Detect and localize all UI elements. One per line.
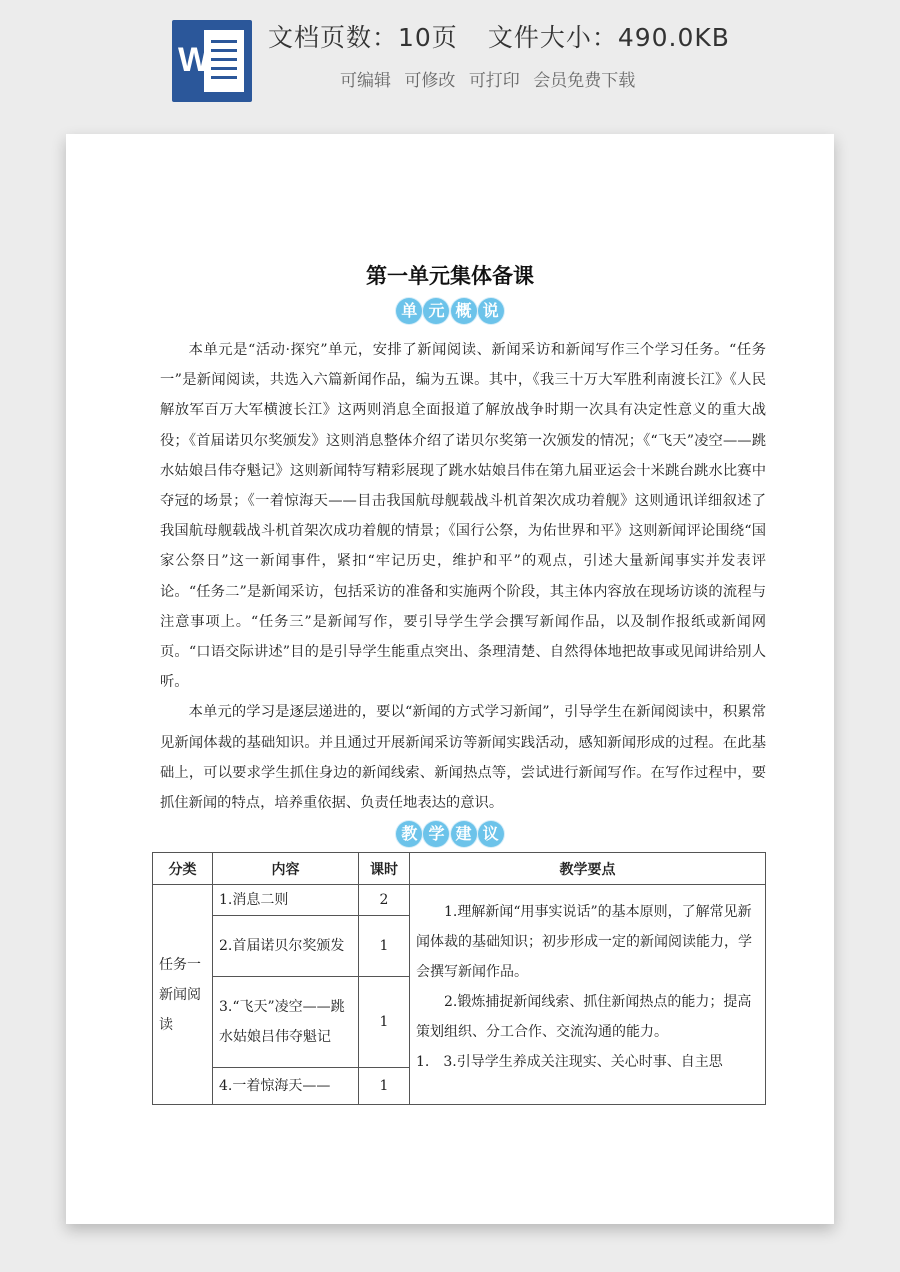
page-count: 文档页数：10页 <box>268 23 458 52</box>
hours-cell: 2 <box>359 885 410 916</box>
header-category: 分类 <box>153 853 213 885</box>
file-meta <box>268 18 760 54</box>
word-document-icon: W <box>172 20 252 102</box>
document-page <box>66 134 834 1224</box>
table-row <box>153 885 766 916</box>
content-cell: 1.消息二则 <box>213 885 359 916</box>
category-cell: 任务一新闻阅读 <box>153 885 213 1105</box>
key-point: 1. 3.引导学生养成关注现实、关心时事、自主思 <box>416 1054 723 1070</box>
feature-free-download: 会员免费下载 <box>533 71 636 91</box>
table-header-row <box>153 853 766 885</box>
badge-char: 概 <box>451 298 477 324</box>
hours-cell: 1 <box>359 916 410 977</box>
content-cell: 3.“飞天”凌空——跳水姑娘吕伟夺魁记 <box>213 977 359 1068</box>
feature-modifiable: 可修改 <box>404 71 456 91</box>
badge-char: 单 <box>396 298 422 324</box>
feature-printable: 可打印 <box>468 71 520 91</box>
paragraph: 本单元是“活动·探究”单元，安排了新闻阅读、新闻采访和新闻写作三个学习任务。“任务一”是新闻阅读，共选入六篇新闻作品，编为五课。其中，《我三十万大军胜利南渡长江》《人民解放军百万大军横渡长江》这两则消息全面报道了解放战争时期一次具有决定性意义的重大战役；《首届诺贝尔奖颁发》这则消息整体介绍了诺贝尔奖第一次颁发的情况；《“飞天”凌空——跳水姑娘吕伟夺魁记》这则新闻特写精彩展现了跳水姑娘吕伟在第九届亚运会十米跳台跳水比赛中夺冠的场景；《一着惊海天——目击我国航母舰载战斗机首架次成功着舰》这则通讯详细叙述了我国航母舰载战斗机首架次成功着舰的情景；《国行公祭，为佑世界和平》这则新闻评论围绕“国家公祭日”这一新闻事件，紧扣“牢记历史，维护和平”的观点，引述大量新闻事实并发表评论。“任务二”是新闻采访，包括采访的准备和实施两个阶段，其主体内容放在现场访谈的流程与注意事项上。“任务三”是新闻写作，要引导学生学会撰写新闻作品，以及制作报纸或新闻网页。“口语交际讲述”目的是引导学生能重点突出、条理清楚、自然得体地把故事或见闻讲给别人听。 <box>160 342 766 691</box>
hours-cell: 1 <box>359 977 410 1068</box>
content-cell: 4.一着惊海天—— <box>213 1068 359 1105</box>
badge-char: 元 <box>423 298 449 324</box>
section-badge-teaching-suggestions <box>66 821 834 847</box>
file-size: 文件大小：490.0KB <box>487 23 730 52</box>
paragraph: 本单元的学习是逐层递进的，要以“新闻的方式学习新闻”，引导学生在新闻阅读中，积累常见新闻体裁的基础知识。并且通过开展新闻采访等新闻实践活动，感知新闻形成的过程。在此基础上，可以要求学生抓住身边的新闻线索、新闻热点等，尝试进行新闻写作。在写作过程中，要抓住新闻的特点，培养重依据、负责任地表达的意识。 <box>160 704 766 812</box>
badge-char: 建 <box>451 821 477 847</box>
key-point: 1.理解新闻“用事实说话”的基本原则，了解常见新闻体裁的基础知识；初步形成一定的新闻阅读能力，学会撰写新闻作品。 <box>416 904 752 980</box>
key-point: 2.锻炼捕捉新闻线索、抓住新闻热点的能力；提高策划组织、分工合作、交流沟通的能力。 <box>416 994 752 1040</box>
unit-overview-text <box>160 335 766 818</box>
document-title: 第一单元集体备课 <box>366 263 534 288</box>
feature-list <box>340 66 643 91</box>
header-hours: 课时 <box>359 853 410 885</box>
section-badge-unit-overview <box>66 298 834 324</box>
header-content: 内容 <box>213 853 359 885</box>
feature-editable: 可编辑 <box>340 71 391 91</box>
badge-char: 学 <box>423 821 449 847</box>
teaching-plan-table <box>152 852 766 1105</box>
badge-char: 议 <box>478 821 504 847</box>
hours-cell: 1 <box>359 1068 410 1105</box>
badge-char: 教 <box>396 821 422 847</box>
download-banner <box>0 0 900 120</box>
badge-char: 说 <box>478 298 504 324</box>
content-cell: 2.首届诺贝尔奖颁发 <box>213 916 359 977</box>
header-key-points: 教学要点 <box>410 853 766 885</box>
key-points-cell <box>410 885 766 1105</box>
